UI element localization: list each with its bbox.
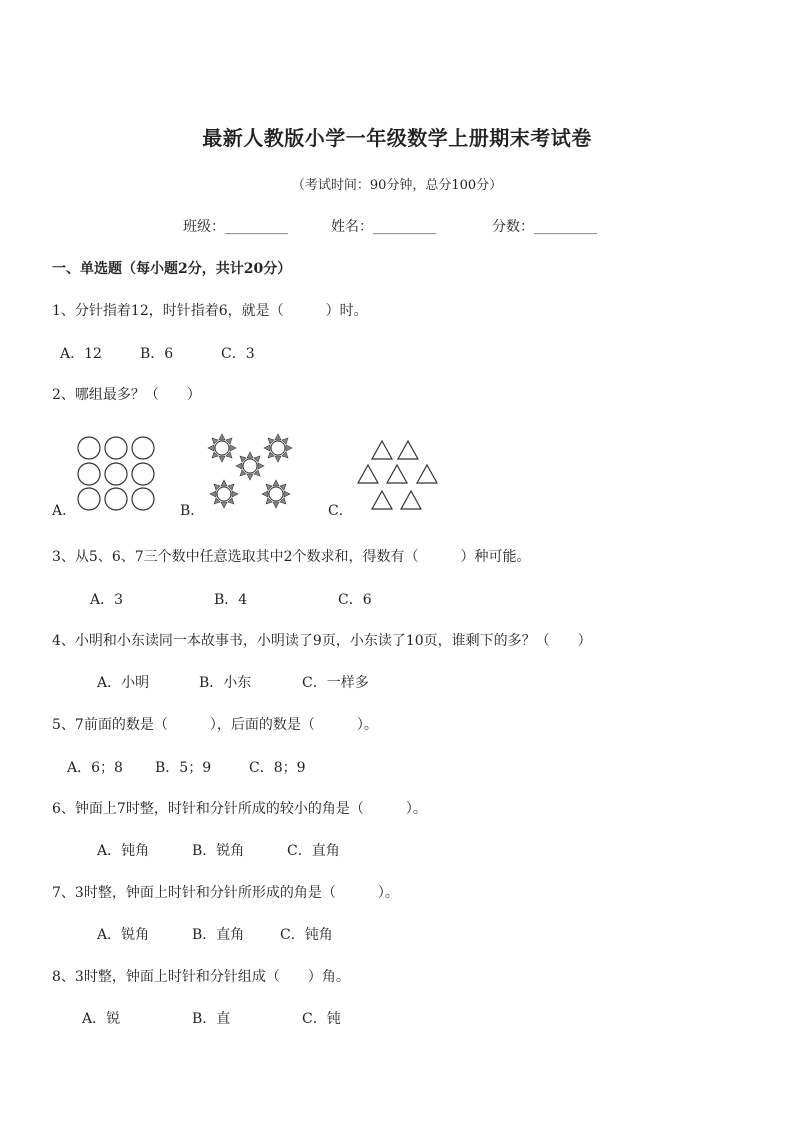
q2-option-a[interactable]: A． bbox=[52, 503, 77, 519]
q4-option-a[interactable]: A．小明 bbox=[97, 675, 150, 691]
class-field[interactable]: 班级：_________ bbox=[183, 219, 288, 235]
q1-option-a[interactable]: A．12 bbox=[60, 346, 102, 362]
q8-option-b[interactable]: B．直 bbox=[192, 1011, 231, 1027]
score-field[interactable]: 分数：_________ bbox=[492, 219, 597, 235]
q3-option-c[interactable]: C．6 bbox=[338, 592, 372, 608]
q3-option-a[interactable]: A．3 bbox=[90, 592, 124, 608]
q1-option-b[interactable]: B．6 bbox=[140, 346, 174, 362]
question-4: 4、小明和小东读同一本故事书，小明读了9页，小东读了10页，谁剩下的多？（ ） bbox=[52, 633, 592, 649]
q2-option-c[interactable]: C． bbox=[328, 503, 353, 519]
section-heading: 一、单选题（每小题2分，共计20分） bbox=[52, 261, 292, 277]
q5-option-b[interactable]: B．5；9 bbox=[155, 760, 212, 776]
q4-option-c[interactable]: C．一样多 bbox=[302, 675, 369, 691]
circles-group-figure bbox=[76, 436, 158, 512]
suns-group-figure bbox=[204, 432, 298, 514]
q1-option-c[interactable]: C．3 bbox=[221, 346, 255, 362]
q7-option-a[interactable]: A．锐角 bbox=[97, 927, 150, 943]
triangles-group-figure bbox=[356, 440, 442, 514]
q3-option-b[interactable]: B．4 bbox=[214, 592, 248, 608]
q5-option-c[interactable]: C．8；9 bbox=[249, 760, 306, 776]
q2-option-b[interactable]: B． bbox=[180, 503, 205, 519]
question-8: 8、3时整，钟面上时针和分针组成（ ）角。 bbox=[52, 969, 350, 985]
q8-option-a[interactable]: A．锐 bbox=[82, 1011, 121, 1027]
q7-option-b[interactable]: B．直角 bbox=[192, 927, 245, 943]
question-6: 6、钟面上7时整，时针和分针所成的较小的角是（ ）。 bbox=[52, 801, 427, 817]
question-2: 2、哪组最多？（ ） bbox=[52, 387, 201, 403]
question-3: 3、从5、6、7三个数中任意选取其中2个数求和，得数有（ ）种可能。 bbox=[52, 549, 531, 565]
question-5: 5、7前面的数是（ ），后面的数是（ ）。 bbox=[52, 717, 378, 733]
question-1: 1、分针指着12，时针指着6，就是（ ）时。 bbox=[52, 303, 368, 319]
page-title: 最新人教版小学一年级数学上册期末考试卷 bbox=[202, 126, 592, 150]
q5-option-a[interactable]: A．6；8 bbox=[67, 760, 123, 776]
exam-subtitle: （考试时间：90分钟，总分100分） bbox=[291, 178, 503, 193]
q8-option-c[interactable]: C．钝 bbox=[302, 1011, 341, 1027]
q6-option-b[interactable]: B．锐角 bbox=[192, 843, 245, 859]
name-field[interactable]: 姓名：_________ bbox=[331, 219, 436, 235]
q7-option-c[interactable]: C．钝角 bbox=[280, 927, 333, 943]
q6-option-c[interactable]: C．直角 bbox=[287, 843, 340, 859]
q4-option-b[interactable]: B．小东 bbox=[199, 675, 252, 691]
question-7: 7、3时整，钟面上时针和分针所形成的角是（ ）。 bbox=[52, 885, 399, 901]
q6-option-a[interactable]: A．钝角 bbox=[97, 843, 150, 859]
